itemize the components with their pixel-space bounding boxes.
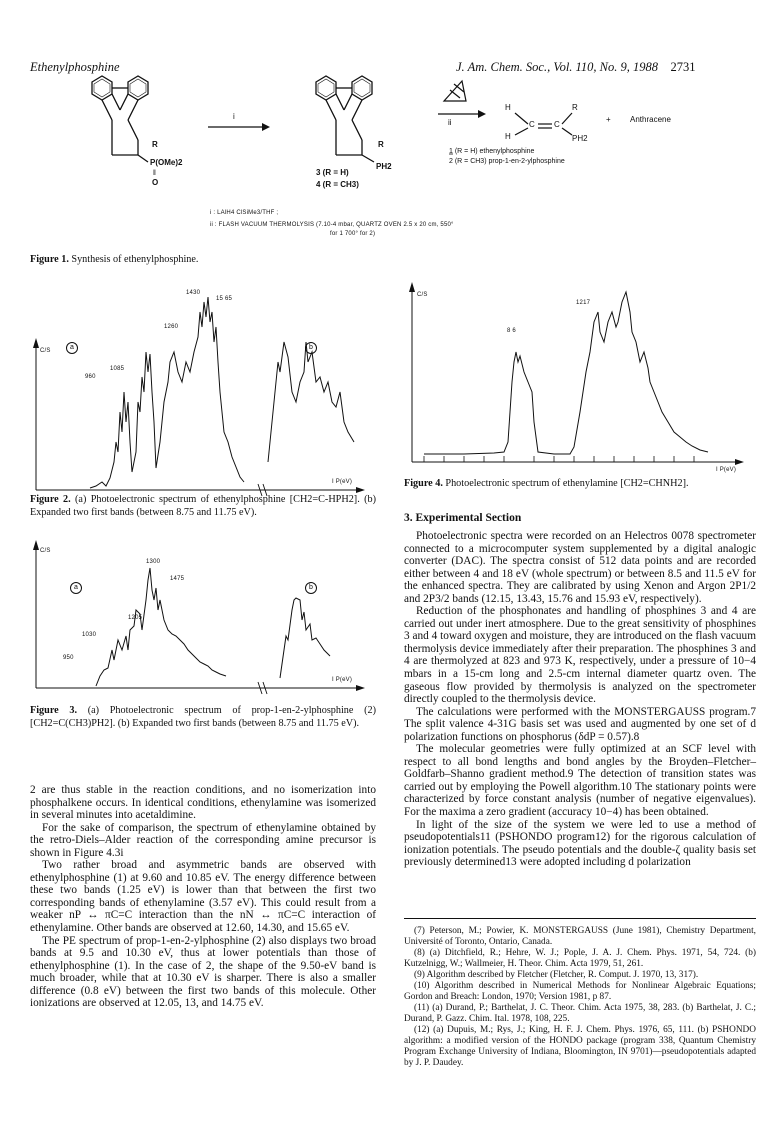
step-i-label: i: [233, 112, 235, 121]
figure-1: [0, 0, 784, 270]
left-paragraph-3: Two rather broad and asymmetric bands are observed with ethenylphosphine (1) at 9.60 and 10.85 eV. The energy difference between these two bands (1.25 eV) is lower than that between the first two corresponding bands of ethenylamine (3.57 eV). This could result from a weaker nP ↔ πC=C interaction than the nN ↔ πC=C interaction of ethenylamine. Other bands are observed at 12.60, 14.30, and 15.65 eV.: [30, 859, 376, 935]
figure-2-peak-label: 960: [85, 374, 96, 380]
figure-2-panel-a: a: [66, 342, 78, 354]
left-paragraph-4: The PE spectrum of prop-1-en-2-ylphosphine (2) also displays two broad bands at 9.5 and 10.30 eV, thus at lower potentials than those of ethenylphosphine (1). In the case of 2, the shape of the 9.50-eV band is much broader, while that at 10.30 eV is sharper. There is also a smaller difference (0.8 eV) between the first two bands of this molecule. Other ionizations are observed at 12.05, 13, and 14.75 eV.: [30, 934, 376, 1010]
figure-1-caption-text: Synthesis of ethenylphosphine.: [71, 254, 199, 265]
figure-4-spectrum: [404, 282, 756, 472]
figure-4-caption-text: Photoelectronic spectrum of ethenylamine [CH2=CHNH2].: [445, 478, 689, 489]
figure-4-trace: [424, 292, 708, 454]
plus-sign: +: [606, 115, 611, 124]
substituent-PH2: PH2: [376, 162, 392, 171]
reference-item: (12) (a) Dupuis, M.; Rys, J.; King, H. F. J. Chem. Phys. 1976, 65, 111. (b) PSHONDO algorithm: a modified version of the HONDO package (program 338, Quantum Chemistry Program Exchange University of Indiana, Bloomington, IN 9701)—pseudopotentials adapted by J. P. Daudey.: [404, 1025, 756, 1068]
figure-2-peak-label: 15 65: [216, 296, 233, 302]
figure-3-caption-text: (a) Photoelectronic spectrum of prop-1-en-2-ylphosphine (2) [CH2=C(CH3)PH2]. (b) Expanded two first bands (between 8.75 and 11.75 eV).: [30, 705, 376, 729]
product-2-label: 2 (R = CH3) prop-1-en-2-ylphosphine: [449, 158, 565, 165]
figure-4-xlabel: I P(eV): [716, 467, 737, 473]
phosphine-adduct-structure: [316, 76, 374, 162]
figure-2-xlabel: I P(eV): [332, 479, 353, 485]
figure-2-peak-label: 1430: [186, 290, 201, 296]
right-column-text: [404, 530, 756, 869]
right-paragraph-5: In light of the size of the system we were led to use a method of pseudopotentials11 (PSHONDO program12) for the rigorous calculation of ionization potentials. The pseudo potentials and the double-ζ quality basis set previously determined13 were adopted including d polarization: [404, 818, 756, 869]
figure-3-peak-label: 1205: [128, 615, 143, 621]
figure-2-caption-text: (a) Photoelectronic spectrum of ethenylphosphine [CH2=C-HPH2]. (b) Expanded two first bands (between 8.75 and 11.75 eV).: [30, 494, 376, 518]
substituent-R-2: R: [378, 140, 384, 149]
figure-2: [30, 282, 376, 522]
right-paragraph-2: Reduction of the phosphonates and handling of phosphines 3 and 4 are carried out under inert atmosphere. Due to the great sensitivity of phosphines 3 and 4 toward oxygen and moisture, they are introduced on the flash vacuum thermolysis device immediately after their preparation. The phosphines 3 and 4 are thermolyzed at 823 and 973 K, respectively, under a pressure of 10−4 mbars in a 15-cm long and 2.5-cm internal diameter quartz oven. The gaseous flow provided by thermolysis is analyzed on the spectrometer directly coupled to the thermolysis device.: [404, 605, 756, 706]
product-1-label: 1 (R = H) ethenylphosphine: [449, 148, 535, 155]
figure-3-peak-label: 950: [63, 655, 74, 661]
figure-2-caption-label: Figure 2.: [30, 494, 71, 505]
reference-item: (8) (a) Ditchfield, R.; Hehre, W. J.; Pople, J. A. J. Chem. Phys. 1971, 54, 724. (b) Kutzelnigg, W.; Wallmeier, H. Theor. Chim. Acta 1979, 51, 261.: [404, 948, 756, 969]
left-paragraph-1: 2 are thus stable in the reaction conditions, and no isomerization into phosphalkene occurs. In identical conditions, ethenylamine was isomerized in several minutes into acetaldimine.: [30, 784, 376, 822]
right-paragraph-1: Photoelectronic spectra were recorded on an Helectros 0078 spectrometer connected to a microcomputer system supplemented by a digital analogic converter (DAC). The spectra consist of 512 data points and are recorded either between 4 and 18 eV (whole spectrum) or between 8.5 and 11.5 eV for the enhanced spectra. They are calibrated by using Xenon and Argon 2P1/2 and 2P3/2 bands (12.15, 13.43, 15.76 and 15.93 eV, respectively).: [404, 530, 756, 605]
left-paragraph-2: For the sake of comparison, the spectrum of ethenylamine obtained by the retro-Diels–Alder reaction of the corresponding amine precursor is shown in Figure 4.3i: [30, 821, 376, 859]
figure-3-panel-b: b: [305, 582, 317, 594]
references: [404, 926, 756, 1069]
figure-3-peak-label: 1475: [170, 576, 185, 582]
references-rule: [404, 918, 756, 919]
condition-ii-cont: for 1 700° for 2): [330, 231, 376, 237]
figure-4-caption-label: Figure 4.: [404, 478, 443, 489]
reference-item: (7) Peterson, M.; Powier, K. MONSTERGAUSS (June 1981), Chemistry Department, Université of Toronto, Ontario, Canada.: [404, 926, 756, 947]
vinyl-phosphine-structure: [515, 113, 572, 135]
figure-3-panel-a: a: [70, 582, 82, 594]
anthracene-label: Anthracene: [630, 115, 671, 124]
running-title: Ethenylphosphine: [30, 60, 120, 74]
figure-4-peak-label: 1217: [576, 300, 591, 306]
reference-item: (11) (a) Durand, P.; Barthelat, J. C. Theor. Chim. Acta 1975, 38, 283. (b) Barthelat, J. C.; Durand, P. Gazz. Chim. Ital. 1978, 108, 225.: [404, 1003, 756, 1024]
oxygen-atom: O: [152, 178, 159, 187]
step-ii-label: ii: [448, 118, 452, 127]
left-column-text: [30, 784, 376, 1010]
oxo-double-bond-mark: ‖: [153, 170, 156, 177]
figure-2-trace-b: [268, 342, 354, 462]
condition-i: i : LAlH4 ClSiMe3/THF ;: [210, 210, 279, 216]
substituent-POMe2: P(OMe)2: [150, 158, 183, 167]
figure-3-caption-label: Figure 3.: [30, 705, 78, 716]
figure-3-peak-label: 1300: [146, 559, 161, 565]
figure-4-ticks: [424, 456, 694, 462]
vinyl-C2: C: [554, 120, 560, 129]
reference-item: (9) Algorithm described by Fletcher (Fletcher, R. Comput. J. 1970, 13, 317).: [414, 970, 699, 980]
figure-3-peak-label: 1030: [82, 632, 97, 638]
figure-3-caption: [30, 705, 376, 730]
right-paragraph-4: The molecular geometries were fully optimized at an SCF level with respect to all bond lengths and bond angles by the Broyden–Fletcher–Goldfarb–Shanno gradient method.9 The detection of transition states was carried out by employing the Powell algorithm.10 The stationary points were characterized by force constant analysis (number of negative eigenvalues). For the maxima a zero gradient (accuracy 10−4) has been obtained.: [404, 743, 756, 819]
phosphonate-adduct-structure: [92, 76, 148, 162]
figure-3: [30, 540, 376, 750]
figure-2-peak-label: 1085: [110, 366, 125, 372]
right-column: [404, 512, 756, 869]
figure-3-ylabel: C/S: [40, 548, 51, 554]
figure-1-caption: [30, 254, 198, 267]
figure-2-panel-b: b: [305, 342, 317, 354]
thermolysis-flask-icon: [444, 81, 466, 101]
figure-1-structures: [0, 0, 784, 270]
journal-citation-text: J. Am. Chem. Soc., Vol. 110, No. 9, 1988: [456, 60, 658, 74]
compound-3-label: 3 (R = H): [316, 168, 349, 177]
figure-2-spectrum: [30, 282, 370, 492]
figure-2-peak-label: 1260: [164, 324, 179, 330]
reference-item: (10) Algorithm described in Numerical Methods for Nonlinear Algebraic Equations; Gordon and Breach: London, 1970; Version 1981, p 87.: [404, 981, 756, 1002]
figure-3-xlabel: I P(eV): [332, 677, 353, 683]
figure-4-ylabel: C/S: [417, 292, 428, 298]
vinyl-C1: C: [529, 120, 535, 129]
figure-3-trace-a: [96, 568, 226, 686]
figure-3-trace-b: [280, 598, 330, 678]
vinyl-R: R: [572, 103, 578, 112]
figure-4-peak-label: 8 6: [507, 328, 516, 334]
substituent-R-1: R: [152, 140, 158, 149]
vinyl-H2: H: [505, 132, 511, 141]
vinyl-H1: H: [505, 103, 511, 112]
figure-4: [404, 282, 756, 497]
section-title: 3. Experimental Section: [404, 512, 522, 524]
figure-1-caption-label: Figure 1.: [30, 254, 69, 265]
vinyl-PH2: PH2: [572, 134, 588, 143]
right-paragraph-3: The calculations were performed with the MONSTERGAUSS program.7 The split valence 4-31G basis set was used and augmented by one set of d polarization functions on phosphorus (δdP = 0.57).8: [404, 705, 756, 743]
figure-2-caption: [30, 494, 376, 519]
figure-2-ylabel: C/S: [40, 348, 51, 354]
page-number: 2731: [670, 60, 696, 74]
compound-4-label: 4 (R = CH3): [316, 180, 359, 189]
figure-3-spectrum: [30, 540, 370, 690]
figure-4-caption: [404, 478, 756, 491]
condition-ii: ii : FLASH VACUUM THERMOLYSIS (7.10-4 mbar, QUARTZ OVEN 2.5 x 20 cm, 550°: [210, 222, 454, 228]
